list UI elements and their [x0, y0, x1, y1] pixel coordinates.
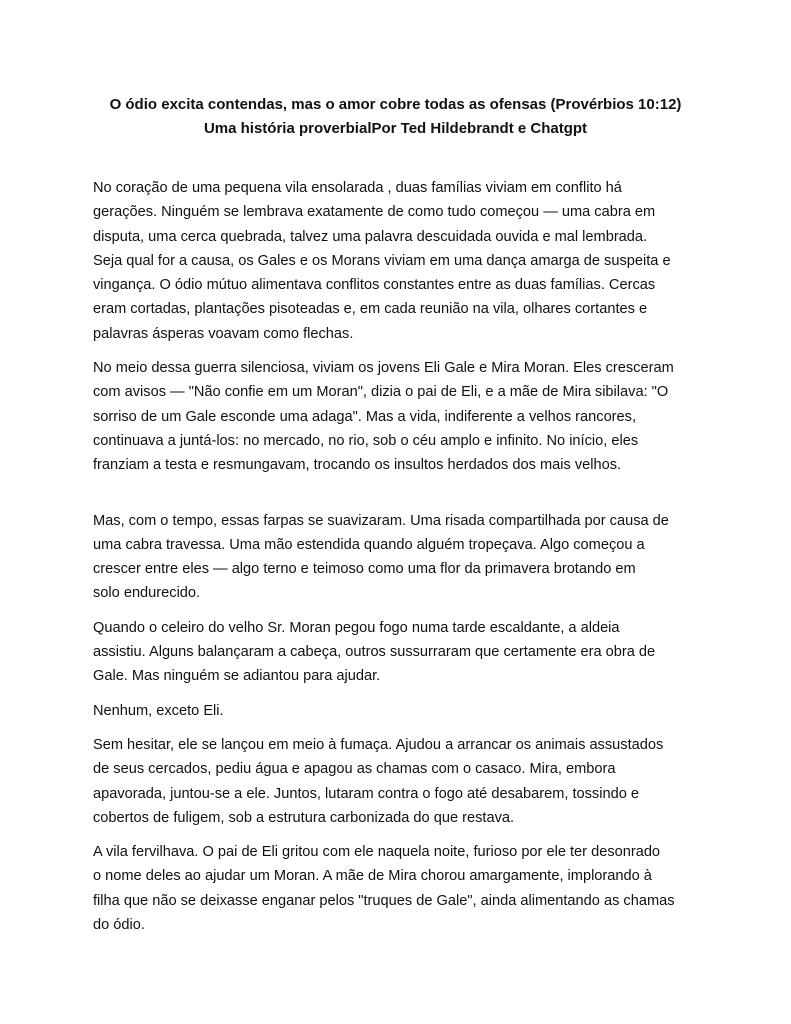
- title-line-2: Uma história proverbialPor Ted Hildebrandt e Chatgpt: [203, 120, 588, 137]
- text-line: disputa, uma cerca quebrada, talvez uma palavra descuidada ouvida e mal lembrada.: [93, 228, 648, 245]
- text-line: vingança. O ódio mútuo alimentava conflitos constantes entre as duas famílias. Cercas: [93, 277, 656, 294]
- text-line: continuava a juntá-los: no mercado, no rio, sob o céu amplo e infinito. No início, eles: [93, 432, 639, 449]
- paragraph-4: [93, 616, 705, 689]
- text-line: apavorada, juntou-se a ele. Juntos, lutaram contra o fogo até desabarem, tossindo e: [93, 785, 639, 802]
- paragraph-3: [93, 509, 705, 606]
- title-line-1: O ódio excita contendas, mas o amor cobre todas as ofensas (Provérbios 10:12): [109, 96, 682, 113]
- text-line: uma cabra travessa. Uma mão estendida quando alguém tropeçava. Algo começou a: [93, 536, 645, 553]
- text-line: cobertos de fuligem, sob a estrutura carbonizada do que restava.: [93, 809, 515, 826]
- text-line: filha que não se deixasse enganar pelos "truques de Gale", ainda alimentando as chamas: [93, 892, 675, 909]
- text-line: No coração de uma pequena vila ensolarada , duas famílias viviam em conflito há: [93, 180, 622, 196]
- text-line: No meio dessa guerra silenciosa, viviam os jovens Eli Gale e Mira Moran. Eles cresceram: [93, 360, 674, 377]
- text-line: Sem hesitar, ele se lançou em meio à fumaça. Ajudou a arrancar os animais assustados: [93, 736, 664, 753]
- text-line: Gale. Mas ninguém se adiantou para ajudar.: [93, 668, 381, 685]
- paragraph-5: [93, 699, 705, 723]
- paragraph-1: [93, 176, 705, 346]
- text-line: sorriso de um Gale esconde uma adaga". Mas a vida, indiferente a velhos rancores,: [93, 408, 637, 425]
- text-line: Seja qual for a causa, os Gales e os Morans viviam em uma dança amarga de suspeita e: [93, 252, 671, 269]
- text-line: eram cortadas, plantações pisoteadas e, em cada reunião na vila, olhares cortantes e: [93, 301, 648, 318]
- text-line: o nome deles ao ajudar um Moran. A mãe de Mira chorou amargamente, implorando à: [93, 868, 652, 885]
- paragraph-2: [93, 356, 705, 477]
- text-line: gerações. Ninguém se lembrava exatamente de como tudo começou — uma cabra em: [93, 204, 656, 221]
- text-line: com avisos — "Não confie em um Moran", dizia o pai de Eli, e a mãe de Mira sibilava: "O: [93, 384, 669, 401]
- text-line: crescer entre eles — algo terno e teimoso como uma flor da primavera brotando em: [93, 561, 636, 578]
- text-line: do ódio.: [93, 917, 145, 934]
- text-line: franziam a testa e resmungavam, trocando os insultos herdados dos mais velhos.: [93, 457, 622, 474]
- text-line: Quando o celeiro do velho Sr. Moran pegou fogo numa tarde escaldante, a aldeia: [93, 619, 620, 636]
- text-line: assistiu. Alguns balançaram a cabeça, outros sussurraram que certamente era obra de: [93, 644, 656, 661]
- text-line: Mas, com o tempo, essas farpas se suavizaram. Uma risada compartilhada por causa de: [93, 512, 669, 529]
- paragraph-6: [93, 733, 705, 830]
- text-line: solo endurecido.: [93, 585, 201, 602]
- text-line: palavras ásperas voavam como flechas.: [93, 325, 354, 342]
- document-body: [93, 176, 705, 937]
- text-line: A vila fervilhava. O pai de Eli gritou com ele naquela noite, furioso por ele ter desonrado: [93, 844, 661, 861]
- text-line: de seus cercados, pediu água e apagou as chamas com o casaco. Mira, embora: [93, 761, 616, 778]
- paragraph-7: [93, 840, 705, 937]
- text-line: Nenhum, exceto Eli.: [93, 702, 224, 719]
